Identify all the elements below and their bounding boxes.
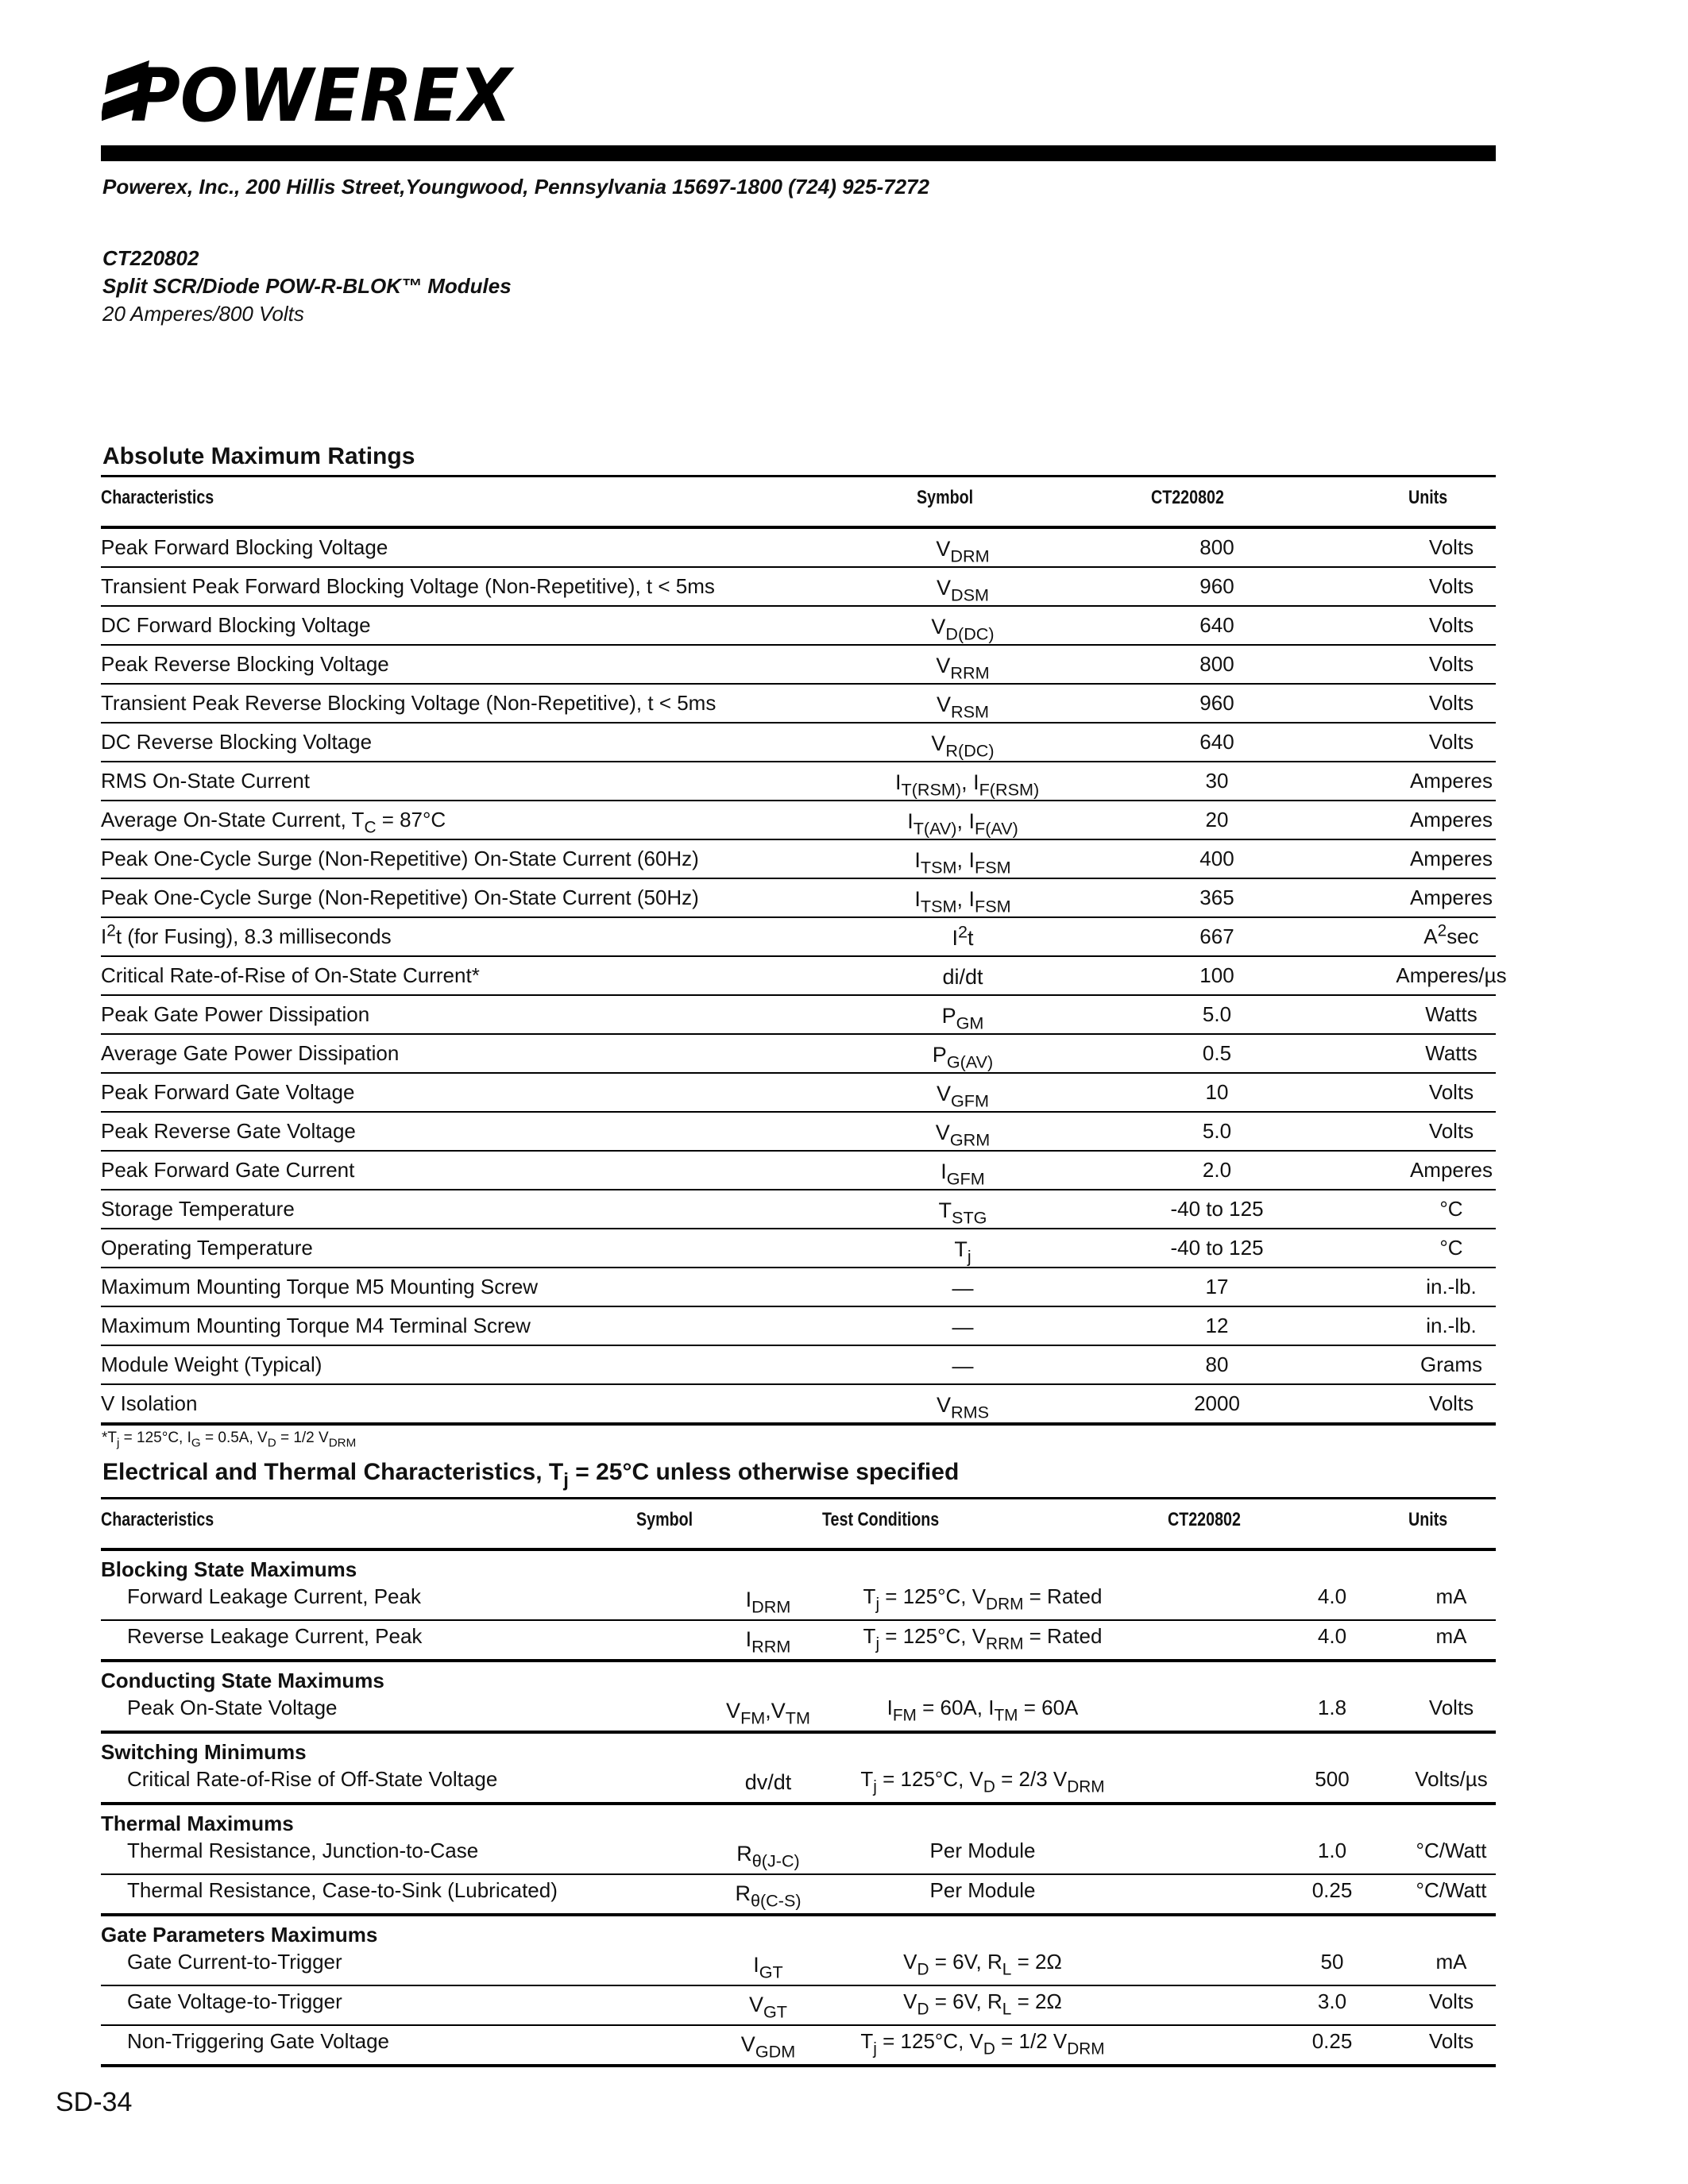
unit: Watts <box>1425 1041 1477 1065</box>
symbol: $V_{GRM}$ <box>935 1121 991 1150</box>
elec-group <box>101 1916 1496 2067</box>
unit: Amperes <box>1409 808 1493 832</box>
characteristic: Module Weight (Typical) <box>101 1352 323 1376</box>
characteristic: Thermal Resistance, Case-to-Sink (Lubricated) <box>127 1878 558 1902</box>
svg-text:POWEREX: POWEREX <box>130 56 515 131</box>
unit: Volts <box>1428 730 1474 754</box>
unit: °C/Watt <box>1416 1878 1487 1902</box>
unit: mA <box>1435 1624 1467 1648</box>
elec-group <box>101 1734 1496 1805</box>
abs-max-header <box>101 475 1496 529</box>
rating-value: 2.0 <box>1202 1158 1232 1182</box>
group-title-text: Thermal Maximums <box>101 1812 294 1835</box>
abs-row <box>101 1346 1496 1385</box>
unit: in.-lb. <box>1426 1314 1477 1337</box>
rating-value: 640 <box>1199 613 1234 637</box>
unit: Amperes/µs <box>1396 963 1507 987</box>
unit: °C/Watt <box>1416 1839 1487 1862</box>
col-characteristics: Characteristics <box>101 487 214 508</box>
symbol: $V_{GT}$ <box>748 1993 787 2022</box>
symbol: $R_{\theta(J-C)}$ <box>736 1842 800 1871</box>
rating-value: 960 <box>1199 691 1234 715</box>
col-model: CT220802 <box>1168 1509 1241 1530</box>
group-title <box>101 1551 1496 1581</box>
rating-value: 4.0 <box>1317 1584 1347 1608</box>
symbol: $I_{T(RSM)}$, $I_{F(RSM)}$ <box>895 770 1040 800</box>
unit: Amperes <box>1409 1158 1493 1182</box>
unit: Volts <box>1428 691 1474 715</box>
abs-row <box>101 1307 1496 1346</box>
unit: mA <box>1435 1584 1467 1608</box>
abs-row <box>101 1385 1496 1426</box>
test-condition: $T_j = 125^\circ C$, $V_D = 2/3$ $V_{DRM}$ <box>860 1767 1105 1796</box>
product-title-block <box>102 245 512 328</box>
test-condition: Per Module <box>929 1839 1036 1862</box>
characteristic: $I^2t$ (for Fusing), 8.3 milliseconds <box>101 921 392 948</box>
unit: Volts <box>1428 535 1474 559</box>
group-title <box>101 1805 1496 1835</box>
symbol: $P_{GM}$ <box>941 1004 984 1033</box>
elec-row <box>101 1985 1496 2024</box>
characteristic: Transient Peak Forward Blocking Voltage (Non-Repetitive), t < 5ms <box>101 574 715 598</box>
symbol: $V_{RSM}$ <box>936 693 989 722</box>
rating-value: 10 <box>1205 1080 1229 1104</box>
symbol: $T_{STG}$ <box>938 1198 987 1228</box>
abs-max-title: Absolute Maximum Ratings <box>102 443 415 469</box>
symbol: $V_{DSM}$ <box>936 576 989 605</box>
elec-group <box>101 1805 1496 1916</box>
symbol: $I_{GFM}$ <box>941 1160 985 1189</box>
characteristic: Average On-State Current, $T_C = 87^\circ C$ <box>101 808 446 837</box>
unit: Volts <box>1428 613 1474 637</box>
elec-group <box>101 1551 1496 1662</box>
symbol: — <box>952 1354 974 1378</box>
rating-value: 80 <box>1205 1352 1229 1376</box>
col-test-conditions: Test Conditions <box>822 1509 940 1530</box>
rating-value: 100 <box>1199 963 1234 987</box>
col-units: Units <box>1408 487 1448 508</box>
symbol: $I_{RRM}$ <box>745 1627 791 1657</box>
rating-value: -40 to 125 <box>1170 1236 1264 1260</box>
abs-row <box>101 957 1507 996</box>
rating-value: 1.8 <box>1317 1696 1347 1719</box>
characteristic: Transient Peak Reverse Blocking Voltage (Non-Repetitive), t < 5ms <box>101 691 717 715</box>
col-symbol: Symbol <box>636 1509 693 1530</box>
unit: Amperes <box>1409 886 1493 909</box>
rating-value: 5.0 <box>1202 1119 1232 1143</box>
symbol: $I_{DRM}$ <box>745 1588 791 1617</box>
product-subtitle: Split SCR/Diode POW-R-BLOK™ Modules <box>102 274 512 298</box>
characteristic: Maximum Mounting Torque M5 Mounting Screw <box>101 1275 539 1298</box>
unit: °C <box>1439 1236 1463 1260</box>
characteristic: Peak One-Cycle Surge (Non-Repetitive) On-State Current (60Hz) <box>101 847 699 870</box>
abs-row <box>101 1152 1496 1190</box>
rating-value: 1.0 <box>1317 1839 1347 1862</box>
symbol: $V_{DRM}$ <box>936 537 990 566</box>
rating-value: 800 <box>1199 652 1234 676</box>
characteristic: Operating Temperature <box>101 1236 313 1260</box>
rating-value: 365 <box>1199 886 1234 909</box>
characteristic: Peak Forward Blocking Voltage <box>101 535 388 559</box>
rating-value: 30 <box>1205 769 1229 793</box>
rating-value: 500 <box>1315 1767 1350 1791</box>
characteristic: Storage Temperature <box>101 1197 295 1221</box>
characteristic: Maximum Mounting Torque M4 Terminal Screw <box>101 1314 531 1337</box>
characteristic: Critical Rate-of-Rise of On-State Current* <box>101 963 480 987</box>
group-title <box>101 1916 1496 1947</box>
rating-value: 17 <box>1205 1275 1229 1298</box>
elec-row <box>101 1692 1496 1731</box>
abs-row <box>101 879 1496 918</box>
characteristic: DC Forward Blocking Voltage <box>101 613 371 637</box>
characteristic: Average Gate Power Dissipation <box>101 1041 400 1065</box>
symbol: $P_{G(AV)}$ <box>932 1043 994 1072</box>
rating-value: 960 <box>1199 574 1234 598</box>
group-title-text: Gate Parameters Maximums <box>101 1923 378 1947</box>
abs-max-rows <box>101 529 1507 1426</box>
abs-row <box>101 762 1496 801</box>
model-number: CT220802 <box>102 246 199 270</box>
col-characteristics: Characteristics <box>101 1509 214 1530</box>
test-condition: $T_j = 125^\circ C$, $V_{RRM}$ = Rated <box>863 1624 1103 1653</box>
abs-row <box>101 646 1496 685</box>
rating-value: 4.0 <box>1317 1624 1347 1648</box>
rating-value: 640 <box>1199 730 1234 754</box>
symbol: — <box>952 1315 974 1339</box>
rating-value: 0.5 <box>1202 1041 1232 1065</box>
rating-value: -40 to 125 <box>1170 1197 1264 1221</box>
elec-groups <box>101 1551 1496 2067</box>
test-condition: $V_D = 6V$, $R_L = 2\Omega$ <box>903 1989 1062 2019</box>
header-rule <box>101 145 1496 161</box>
rating-value: 0.25 <box>1311 1878 1353 1902</box>
symbol: $I_{TSM}$, $I_{FSM}$ <box>914 887 1011 916</box>
characteristic: Non-Triggering Gate Voltage <box>127 2029 390 2053</box>
abs-row <box>101 685 1496 723</box>
group-title <box>101 1662 1496 1692</box>
company-address: Powerex, Inc., 200 Hillis Street,Youngwood, Pennsylvania 15697-1800 (724) 925-7272 <box>102 175 929 199</box>
abs-row <box>101 1268 1496 1307</box>
unit: Volts <box>1428 574 1474 598</box>
characteristic: RMS On-State Current <box>101 769 310 793</box>
characteristic: Gate Voltage-to-Trigger <box>127 1989 342 2013</box>
abs-row <box>101 1190 1496 1229</box>
symbol: $T_j$ <box>954 1237 971 1267</box>
rating-value: 50 <box>1320 1950 1344 1974</box>
abs-row <box>101 723 1496 762</box>
group-title-text: Switching Minimums <box>101 1740 307 1764</box>
unit: mA <box>1435 1950 1467 1974</box>
characteristic: Peak On-State Voltage <box>127 1696 338 1719</box>
elec-group <box>101 1662 1496 1734</box>
col-units: Units <box>1408 1509 1448 1530</box>
characteristic: Reverse Leakage Current, Peak <box>127 1624 423 1648</box>
rating-value: 0.25 <box>1311 2029 1353 2053</box>
abs-row <box>101 1113 1496 1152</box>
footnote: $*T_j = 125^\circ C$, $I_G = 0.5A$, $V_D = 1/2$ $V_{DRM}$ <box>102 1430 357 1450</box>
unit: Amperes <box>1409 769 1493 793</box>
characteristic: Peak Forward Gate Current <box>101 1158 355 1182</box>
rating-value: 12 <box>1205 1314 1229 1337</box>
abs-row <box>101 918 1496 957</box>
characteristic: Gate Current-to-Trigger <box>127 1950 342 1974</box>
test-condition: Per Module <box>929 1878 1036 1902</box>
abs-row <box>101 1229 1496 1268</box>
characteristic: DC Reverse Blocking Voltage <box>101 730 373 754</box>
symbol: $V_{D(DC)}$ <box>931 615 995 644</box>
elec-row <box>101 1873 1496 1913</box>
abs-max-table <box>101 475 1507 1426</box>
symbol: $I_{GT}$ <box>753 1953 783 1982</box>
unit: Volts <box>1428 1696 1474 1719</box>
rating-value: 400 <box>1199 847 1234 870</box>
rating-value: 3.0 <box>1317 1989 1347 2013</box>
abs-row <box>101 529 1496 568</box>
elec-row <box>101 1835 1496 1873</box>
unit: Volts <box>1428 1391 1474 1415</box>
characteristic: Peak Reverse Gate Voltage <box>101 1119 356 1143</box>
unit: Watts <box>1425 1002 1477 1026</box>
unit: $A^2\sec$ <box>1423 921 1479 948</box>
characteristic: Peak Gate Power Dissipation <box>101 1002 370 1026</box>
abs-row <box>101 840 1496 879</box>
group-title <box>101 1734 1496 1764</box>
test-condition: $I_{FM} = 60A$, $I_{TM} = 60A$ <box>886 1696 1079 1725</box>
elec-table <box>101 1497 1496 2067</box>
symbol: dv/dt <box>744 1770 792 1794</box>
rating-value: 667 <box>1199 924 1234 948</box>
group-title-text: Conducting State Maximums <box>101 1669 384 1692</box>
characteristic: Peak Forward Gate Voltage <box>101 1080 355 1104</box>
test-condition: $T_j = 125^\circ C$, $V_D = 1/2$ $V_{DRM}$ <box>860 2029 1105 2059</box>
characteristic: Thermal Resistance, Junction-to-Case <box>127 1839 479 1862</box>
symbol: $V_{FM},V_{TM}$ <box>726 1699 810 1728</box>
unit: Grams <box>1420 1352 1482 1376</box>
abs-row <box>101 1035 1496 1074</box>
symbol: $V_{RMS}$ <box>936 1393 989 1422</box>
symbol: $I_{T(AV)}$, $I_{F(AV)}$ <box>907 809 1018 839</box>
group-title-text: Blocking State Maximums <box>101 1557 357 1581</box>
abs-row <box>101 607 1496 646</box>
symbol: $V_{R(DC)}$ <box>931 731 995 761</box>
symbol: di/dt <box>942 965 983 989</box>
symbol: $I_{TSM}$, $I_{FSM}$ <box>914 848 1011 878</box>
rating-value: 800 <box>1199 535 1234 559</box>
symbol: $V_{GDM}$ <box>740 2032 796 2062</box>
symbol: $V_{GFM}$ <box>937 1082 989 1111</box>
unit: Volts <box>1428 1119 1474 1143</box>
symbol: $I^2t$ <box>952 921 974 950</box>
characteristic: Forward Leakage Current, Peak <box>127 1584 421 1608</box>
product-rating: 20 Amperes/800 Volts <box>102 302 304 326</box>
unit: Volts/µs <box>1415 1767 1488 1791</box>
unit: °C <box>1439 1197 1463 1221</box>
elec-row <box>101 1764 1496 1802</box>
rating-value: 5.0 <box>1202 1002 1232 1026</box>
test-condition: $T_j = 125^\circ C$, $V_{DRM}$ = Rated <box>863 1584 1103 1614</box>
rating-value: 2000 <box>1194 1391 1240 1415</box>
characteristic: V Isolation <box>101 1391 198 1415</box>
col-model: CT220802 <box>1151 487 1224 508</box>
elec-header <box>101 1497 1496 1551</box>
test-condition: $V_D = 6V$, $R_L = 2\Omega$ <box>903 1950 1062 1979</box>
symbol: — <box>952 1276 974 1300</box>
unit: Volts <box>1428 1989 1474 2013</box>
abs-row <box>101 568 1496 607</box>
characteristic: Peak One-Cycle Surge (Non-Repetitive) On-State Current (50Hz) <box>101 886 699 909</box>
unit: in.-lb. <box>1426 1275 1477 1298</box>
unit: Volts <box>1428 652 1474 676</box>
abs-row <box>101 1074 1496 1113</box>
powerex-logo <box>102 56 515 131</box>
symbol: $R_{\theta(C-S)}$ <box>735 1881 802 1911</box>
unit: Volts <box>1428 1080 1474 1104</box>
elec-row <box>101 2024 1496 2064</box>
col-symbol: Symbol <box>917 487 974 508</box>
elec-title: Electrical and Thermal Characteristics, $T_j = 25^\circ C$ unless otherwise specified <box>102 1459 960 1491</box>
elec-row <box>101 1947 1496 1985</box>
rating-value: 20 <box>1205 808 1229 832</box>
elec-row <box>101 1581 1496 1619</box>
unit: Volts <box>1428 2029 1474 2053</box>
abs-row <box>101 996 1496 1035</box>
characteristic: Peak Reverse Blocking Voltage <box>101 652 389 676</box>
symbol: $V_{RRM}$ <box>936 654 990 683</box>
characteristic: Critical Rate-of-Rise of Off-State Voltage <box>127 1767 498 1791</box>
page-number: SD-34 <box>56 2087 133 2117</box>
abs-row <box>101 801 1496 840</box>
elec-row <box>101 1619 1496 1659</box>
unit: Amperes <box>1409 847 1493 870</box>
